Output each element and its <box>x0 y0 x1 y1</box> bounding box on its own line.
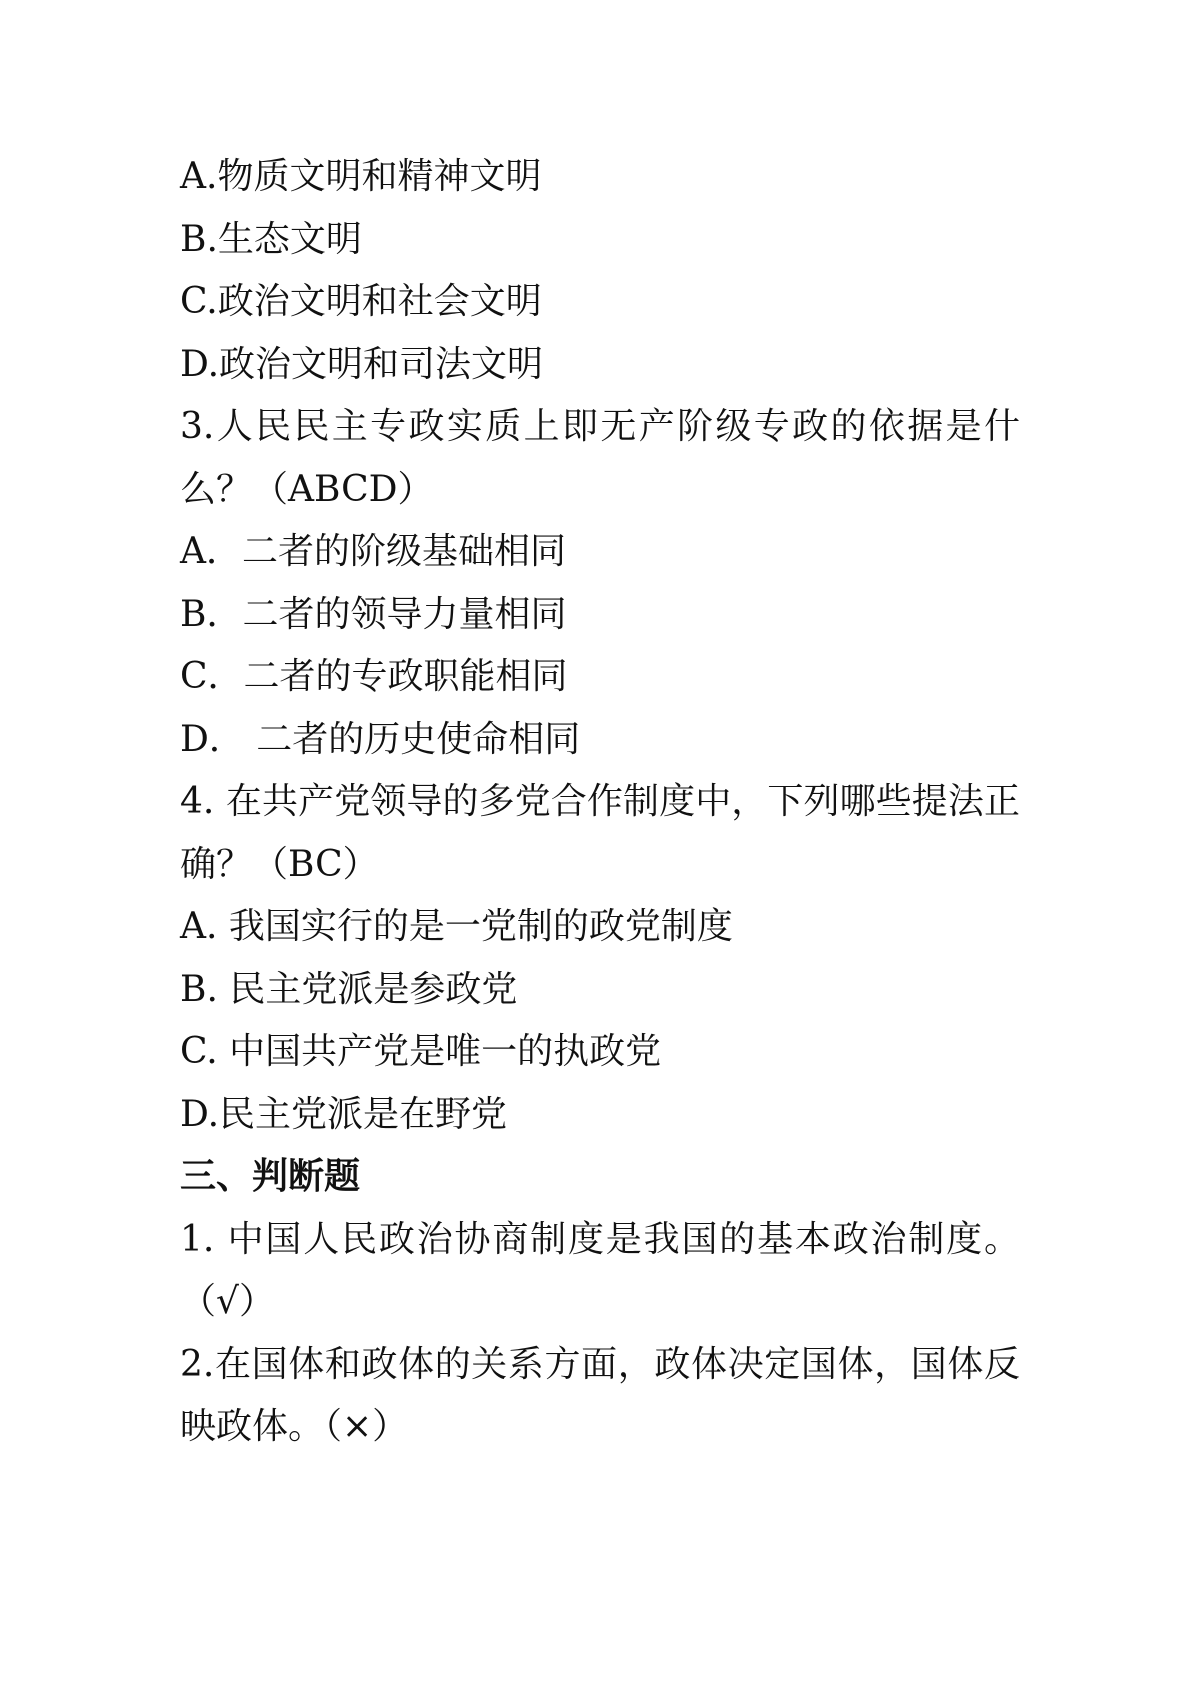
q3-option-c: C．二者的专政职能相同 <box>180 656 568 697</box>
q2-option-a: A.物质文明和精神文明 <box>180 156 542 197</box>
tf-question-2-line2: 映政体。（×） <box>180 1406 409 1447</box>
q2-option-b: B.生态文明 <box>180 218 362 260</box>
q3-question-line1: 3.人民民主专政实质上即无产阶级专政的依据是什 <box>180 406 1020 447</box>
q4-question-line1: 4. 在共产党领导的多党合作制度中，下列哪些提法正 <box>180 781 1020 822</box>
tf-question-1-line1: 1. 中国人民政治协商制度是我国的基本政治制度。 <box>180 1218 1020 1260</box>
q4-option-c: C. 中国共产党是唯一的执政党 <box>180 1031 662 1072</box>
q4-option-a: A. 我国实行的是一党制的政党制度 <box>180 906 733 947</box>
q4-option-d: D.民主党派是在野党 <box>180 1093 508 1135</box>
document-body <box>180 146 1020 1459</box>
q3-option-d: D． 二者的历史使命相同 <box>180 718 581 760</box>
tf-question-1-line2: （√） <box>180 1281 275 1322</box>
q3-question-line2: 么？（ABCD） <box>180 468 434 510</box>
q2-option-c: C.政治文明和社会文明 <box>180 281 542 322</box>
tf-question-2-line1: 2.在国体和政体的关系方面，政体决定国体，国体反 <box>180 1343 1020 1385</box>
q4-option-b: B. 民主党派是参政党 <box>180 968 518 1010</box>
q3-option-b: B．二者的领导力量相同 <box>180 593 567 635</box>
q2-option-d: D.政治文明和司法文明 <box>180 343 544 385</box>
q4-question-line2: 确？（BC） <box>180 843 379 885</box>
section-heading-true-false: 三、判断题 <box>180 1156 361 1197</box>
q3-option-a: A．二者的阶级基础相同 <box>180 531 566 572</box>
